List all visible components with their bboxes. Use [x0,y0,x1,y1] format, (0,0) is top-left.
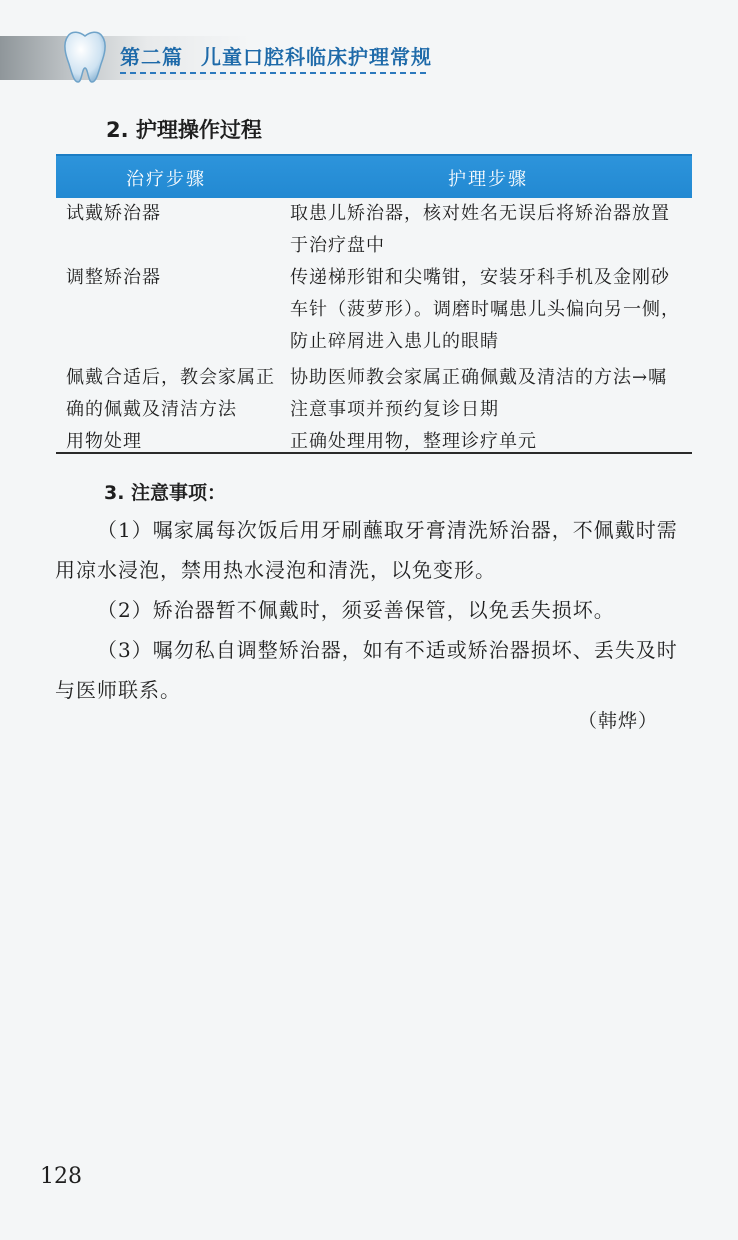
notice-item: （3）嘱勿私自调整矫治器，如有不适或矫治器损坏、丢失及时与医师联系。 [55,638,678,702]
table-cell-step: 试戴矫治器 [66,203,161,224]
table-cell-step: 调整矫治器 [66,267,161,288]
table-bottom-rule [56,452,692,454]
column-header-nursing: 护理步骤 [448,169,528,190]
table-row [56,262,692,362]
table-cell-nursing: 协助医师教会家属正确佩戴及清洁的方法→嘱注意事项并预约复诊日期 [290,367,668,420]
notice-item: （2）矫治器暂不佩戴时，须妥善保管，以免丢失损坏。 [97,598,615,622]
table-cell-nursing: 取患儿矫治器，核对姓名无误后将矫治器放置于治疗盘中 [290,203,670,256]
table-cell-step: 佩戴合适后，教会家属正确的佩戴及清洁方法 [66,367,275,420]
section-title: 2. 护理操作过程 [106,118,262,142]
notice-title: 3. 注意事项： [104,482,227,504]
running-head [120,41,430,70]
notice-item: （1）嘱家属每次饭后用牙刷蘸取牙膏清洗矫治器，不佩戴时需用凉水浸泡，禁用热水浸泡和清洗，以免变形。 [55,518,678,582]
chapter-title: 儿童口腔科临床护理常规 [201,45,432,69]
tooth-icon [58,28,112,84]
table-cell-nursing: 正确处理用物，整理诊疗单元 [290,431,537,452]
table-body [56,198,692,458]
page-number: 128 [40,1164,82,1189]
table-row [56,198,692,262]
table-row [56,362,692,426]
column-header-treatment: 治疗步骤 [126,169,206,190]
notice-body [55,510,695,710]
part-label: 第二篇 [120,45,183,69]
author-credit: （韩烨） [578,710,659,732]
table-cell-step: 用物处理 [66,431,142,452]
header-dashed-rule [120,72,426,74]
table-header [56,156,692,198]
table-cell-nursing: 传递梯形钳和尖嘴钳，安装牙科手机及金刚砂车针（菠萝形）。调磨时嘱患儿头偏向另一侧，防止碎屑进入患儿的眼睛 [290,267,680,352]
